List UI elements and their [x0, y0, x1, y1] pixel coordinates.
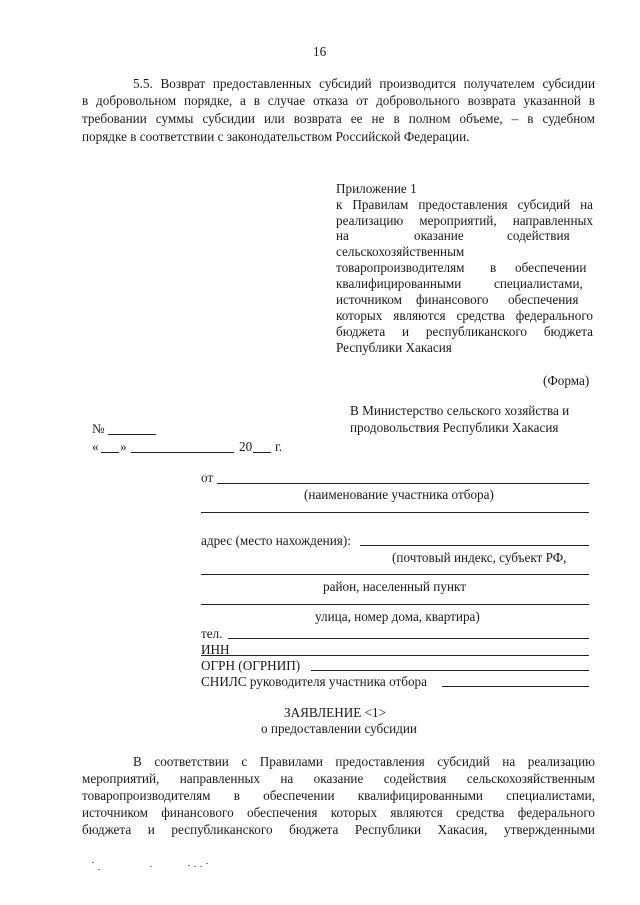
postal-blank: [201, 574, 589, 575]
district-caption: район, населенный пункт: [323, 579, 466, 594]
tel-blank: [228, 638, 589, 639]
appendix-line: бюджета и республиканского бюджета: [336, 324, 593, 339]
day-blank: [101, 452, 119, 453]
name-caption: (наименование участника отбора): [304, 487, 494, 502]
appendix-word: на: [336, 228, 349, 243]
form-label: (Форма): [543, 373, 590, 388]
street-caption: улица, номер дома, квартира): [315, 609, 480, 624]
tel-label: тел.: [201, 626, 223, 641]
appendix-word: обеспечения: [508, 292, 579, 307]
para-line: 5.5. Возврат предоставленных субсидий производится получателем субсидии: [133, 76, 595, 91]
appendix-line: сельскохозяйственным: [336, 244, 465, 259]
para-line: в добровольном порядке, а в случае отказа от добровольного возврата указанной в: [82, 93, 595, 108]
scan-speck: [150, 866, 152, 867]
postal-caption: (почтовый индекс, субъект РФ,: [392, 550, 567, 565]
appendix-title: Приложение 1: [336, 181, 417, 196]
address-blank: [360, 545, 589, 546]
inn-label: ИНН: [201, 642, 230, 657]
appendix-word: в: [490, 260, 497, 275]
scan-speck: [206, 863, 208, 864]
body-line: мероприятий, направленных на оказание содействия сельскохозяйственным: [82, 771, 595, 786]
name-blank-2: [201, 512, 589, 513]
appendix-word: специалистами,: [494, 276, 583, 291]
appendix-line: к Правилам предоставления субсидий на: [336, 197, 593, 212]
body-line: бюджета и республиканского бюджета Республики Хакасия, утвержденными: [82, 822, 595, 837]
from-label: от: [201, 470, 214, 485]
appendix-word: финансового: [416, 292, 489, 307]
number-blank: [108, 434, 156, 435]
appendix-word: квалифицированными: [336, 276, 462, 291]
body-line: В соответствии с Правилами предоставления субсидий на реализацию: [133, 754, 595, 769]
date-year-prefix: 20: [239, 439, 253, 454]
addressee-line: В Министерство сельского хозяйства и: [350, 403, 570, 418]
number-sign: №: [92, 421, 105, 436]
month-blank: [131, 452, 234, 453]
scan-speck: [200, 866, 202, 867]
appendix-word: источником: [336, 292, 402, 307]
scan-speck: [98, 869, 100, 870]
scan-speck: [92, 862, 94, 863]
statement-subtitle: о предоставлении субсидии: [261, 721, 417, 736]
appendix-word: товаропроизводителям: [336, 260, 465, 275]
appendix-line: которых являются средства федерального: [336, 308, 593, 323]
appendix-word: оказание: [414, 228, 464, 243]
appendix-line: реализацию мероприятий, направленных: [336, 213, 593, 228]
address-label: адрес (место нахождения):: [201, 533, 351, 548]
page-number: 16: [313, 44, 327, 59]
district-blank: [201, 604, 589, 605]
from-blank: [217, 483, 589, 484]
ogrn-label: ОГРН (ОГРНИП): [201, 658, 301, 673]
date-close-quote: »: [120, 439, 127, 454]
body-line: товаропроизводителям в обеспечении квалифицированными специалистами,: [82, 788, 595, 803]
addressee-line: продовольствия Республики Хакасия: [350, 420, 559, 435]
inn-blank: [201, 655, 589, 656]
appendix-word: содействия: [507, 228, 570, 243]
year-blank: [253, 452, 271, 453]
body-line: источником финансового обеспечения которых являются средства федерального: [82, 805, 595, 820]
para-line: требовании суммы субсидии или возврата ее не в полном объеме, – в судебном: [82, 111, 595, 126]
scan-speck: [194, 866, 196, 867]
date-open-quote: «: [92, 439, 99, 454]
snils-label: СНИЛС руководителя участника отбора: [201, 674, 428, 689]
para-line: порядке в соответствии с законодательством Российской Федерации.: [82, 129, 470, 144]
statement-title: ЗАЯВЛЕНИЕ <1>: [284, 705, 387, 720]
scan-speck: [188, 865, 190, 866]
date-year-suffix: г.: [275, 439, 283, 454]
snils-blank: [442, 686, 589, 687]
appendix-line: Республики Хакасия: [336, 340, 452, 355]
ogrn-blank: [311, 670, 589, 671]
appendix-word: обеспечении: [515, 260, 587, 275]
